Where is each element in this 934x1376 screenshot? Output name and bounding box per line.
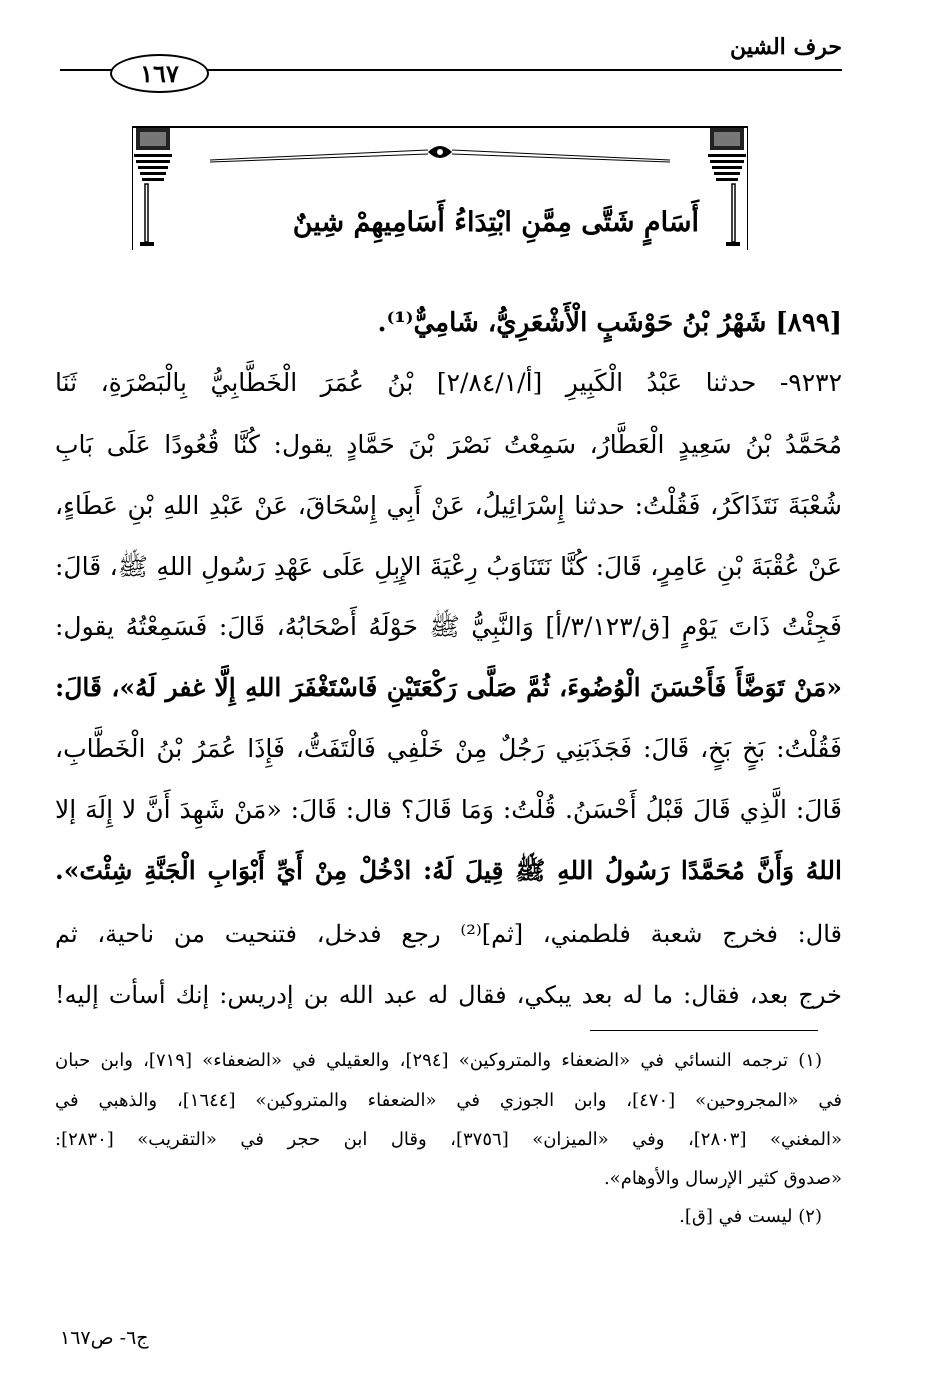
- body-line: عَنْ عُقْبَةَ بْنِ عَامِرٍ، قَالَ: كُنَّا نَتَنَاوَبُ رِعْيَةَ الإِبِلِ عَلَى عَهْدِ رَسُولِ اللهِ ﷺ، قَالَ:: [55, 552, 842, 581]
- footnote-1-line: في «المجروحين» [٤٧٠]، وابن الجوزي في «الضعفاء والمتروكين» [١٦٤٤]، والذهبي في: [55, 1090, 842, 1111]
- paragraph-line: قال: فخرج شعبة فلطمني، [ثم]⁽²⁾ رجع فدخل، فتنحيت من ناحية، ثم: [55, 920, 842, 948]
- footnote-2: (٢) ليست في [ق].: [679, 1206, 822, 1227]
- paragraph-line: خرج بعد، فقال: ما له بعد يبكي، فقال له عبد الله بن إدريس: إنك أسأت إليه!: [55, 981, 842, 1009]
- entry-heading: [٨٩٩] شَهْرُ بْنُ حَوْشَبٍ الْأَشْعَرِيُّ، شَامِيٌّ⁽¹⁾.: [377, 308, 842, 338]
- body-line: اللهُ وَأَنَّ مُحَمَّدًا رَسُولُ اللهِ ﷺ قِيلَ لَهُ: ادْخُلْ مِنْ أَيِّ أَبْوَابِ الْجَنَّةِ شِئْتَ».: [55, 856, 842, 885]
- body-line: «مَنْ تَوَضَّأَ فَأَحْسَنَ الْوُضُوءَ، ثُمَّ صَلَّى رَكْعَتَيْنِ فَاسْتَغْفَرَ اللهِ إِلَّا غفر لَهُ»، قَالَ:: [55, 673, 842, 702]
- footnote-1-line: (١) ترجمه النسائي في «الضعفاء والمتروكين» [٢٩٤]، والعقيلي في «الضعفاء» [٧١٩]، وابن حبان: [55, 1050, 822, 1071]
- body-line: فَقُلْتُ: بَخٍ بَخٍ، قَالَ: فَجَذَبَنِي رَجُلٌ مِنْ خَلْفِي فَالْتَفَتُّ، فَإِذَا عُمَرُ بْنُ الْخَطَّابِ،: [55, 734, 842, 763]
- page-number: ١٦٧: [110, 54, 209, 93]
- running-title: حرف الشين: [729, 34, 842, 60]
- right-column-ornament: [708, 126, 748, 250]
- body-line: شُعْبَةَ نَتَذَاكَرُ، فَقُلْتُ: حدثنا إِسْرَائِيلُ، عَنْ أَبِي إِسْحَاقَ، عَنْ عَبْدِ اللهِ بْنِ عَطَاءٍ،: [55, 491, 842, 520]
- volume-page-signature: ج٦- ص١٦٧: [60, 1327, 149, 1349]
- chapter-title: أَسَامٍ شَتَّى مِمَّنِ ابْتِدَاءُ أَسَامِيهِمْ شِينٌ: [292, 207, 699, 238]
- body-line: فَجِئْتُ ذَاتَ يَوْمٍ [ق/٣/١٢٣/أ] وَالنَّبِيُّ ﷺ حَوْلَهُ أَصْحَابُهُ، قَالَ: فَسَمِعْتُهُ يقول:: [55, 612, 843, 641]
- footnote-rule: [590, 1030, 818, 1031]
- center-ornament-icon: [428, 146, 452, 158]
- body-line: مُحَمَّدُ بْنُ سَعِيدٍ الْعَطَّارُ، سَمِعْتُ نَصْرَ بْنَ حَمَّادٍ يقول: كُنَّا قُعُودًا عَلَى بَابِ: [55, 430, 842, 459]
- footnote-1-line: «المغني» [٢٨٠٣]، وفي «الميزان» [٣٧٥٦]، وقال ابن حجر في «التقريب» [٢٨٣٠]:: [55, 1129, 842, 1150]
- footnote-1-line: «صدوق كثير الإرسال والأوهام».: [603, 1168, 842, 1189]
- body-line: قَالَ: الَّذِي قَالَ قَبْلُ أَحْسَنُ. قُلْتُ: وَمَا قَالَ؟ قال: قَالَ: «مَنْ شَهِدَ أَنَّ لا إِلَهَ إلا: [55, 795, 842, 824]
- body-line: ٩٢٣٢- حدثنا عَبْدُ الْكَبِيرِ [أ/٢/٨٤/١] بْنُ عُمَرَ الْخَطَّابِيُّ بِالْبَصْرَةِ، ثَنَا: [55, 368, 842, 397]
- left-column-ornament: [132, 126, 172, 250]
